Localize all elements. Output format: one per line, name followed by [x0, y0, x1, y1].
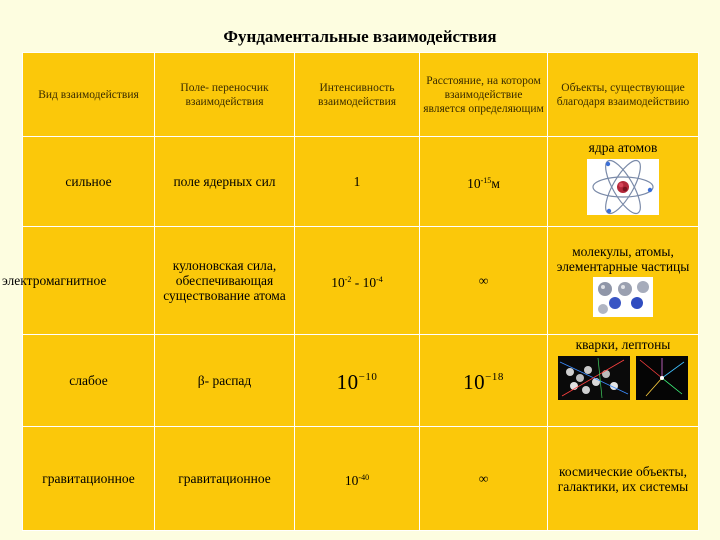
header-field: Поле- переносчик взаимодействия	[155, 53, 295, 137]
field-cell: поле ядерных сил	[155, 137, 295, 227]
interactions-table	[2, 52, 699, 531]
intensity-value	[337, 370, 378, 394]
distance-exponent: −18	[485, 370, 504, 383]
molecule-icon	[593, 277, 653, 317]
distance-cell	[420, 335, 548, 427]
objects-label: ядра атомов	[588, 140, 658, 155]
intensity-cell	[295, 227, 420, 335]
type-cell	[2, 227, 155, 335]
type-cell: гравитационное	[23, 427, 155, 531]
header-intensity: Интенсивность взаимодействия	[295, 53, 420, 137]
intensity-cell	[295, 427, 420, 531]
objects-cell	[548, 335, 699, 427]
intensity-exponent: −10	[358, 370, 378, 383]
intensity-b-base: 10	[362, 274, 377, 290]
page-title: Фундаментальные взаимодействия	[223, 27, 497, 46]
intensity-base: 10	[344, 472, 359, 488]
field-cell: кулоновская сила, обеспечивающая существование атома	[155, 227, 295, 335]
intensity-separator: -	[351, 274, 363, 290]
type-cell: слабое	[23, 335, 155, 427]
objects-cell	[548, 137, 699, 227]
distance-base: 10	[463, 369, 486, 394]
particle-tracks-image	[558, 356, 630, 400]
header-type: Вид взаимодействия	[23, 53, 155, 137]
field-cell: β- распад	[155, 335, 295, 427]
table-row	[23, 335, 699, 427]
distance-base: 10	[467, 175, 481, 191]
objects-cell: космические объекты, галактики, их системы	[548, 427, 699, 531]
intensity-base: 10	[336, 369, 359, 394]
intensity-exponent: -40	[358, 472, 370, 482]
header-row	[23, 53, 699, 137]
objects-label: молекулы, атомы, элементарные частицы	[556, 244, 690, 274]
objects-cell	[548, 227, 699, 335]
distance-cell: ∞	[420, 427, 548, 531]
intensity-b-exponent: -4	[376, 274, 383, 284]
distance-cell: ∞	[420, 227, 548, 335]
table-row	[23, 227, 699, 335]
objects-label: кварки, лептоны	[575, 337, 671, 352]
header-objects: Объекты, существующие благодаря взаимодействию	[548, 53, 699, 137]
header-distance: Расстояние, на котором взаимодействие является определяющим	[420, 53, 548, 137]
distance-cell	[420, 137, 548, 227]
particle-tracks-icon	[551, 356, 695, 400]
distance-value	[463, 370, 504, 394]
particle-collision-image	[636, 356, 688, 400]
intensity-a-exponent: -2	[344, 274, 352, 284]
table-row	[23, 427, 699, 531]
intensity-cell: 1	[295, 137, 420, 227]
table-row	[23, 137, 699, 227]
distance-unit: м	[491, 175, 500, 191]
distance-exponent: -15	[480, 175, 492, 185]
intensity-cell	[295, 335, 420, 427]
type-cell: сильное	[23, 137, 155, 227]
atom-icon	[587, 159, 659, 215]
field-cell: гравитационное	[155, 427, 295, 531]
intensity-a-base: 10	[331, 274, 345, 290]
type-label: электромагнитное	[2, 273, 107, 288]
